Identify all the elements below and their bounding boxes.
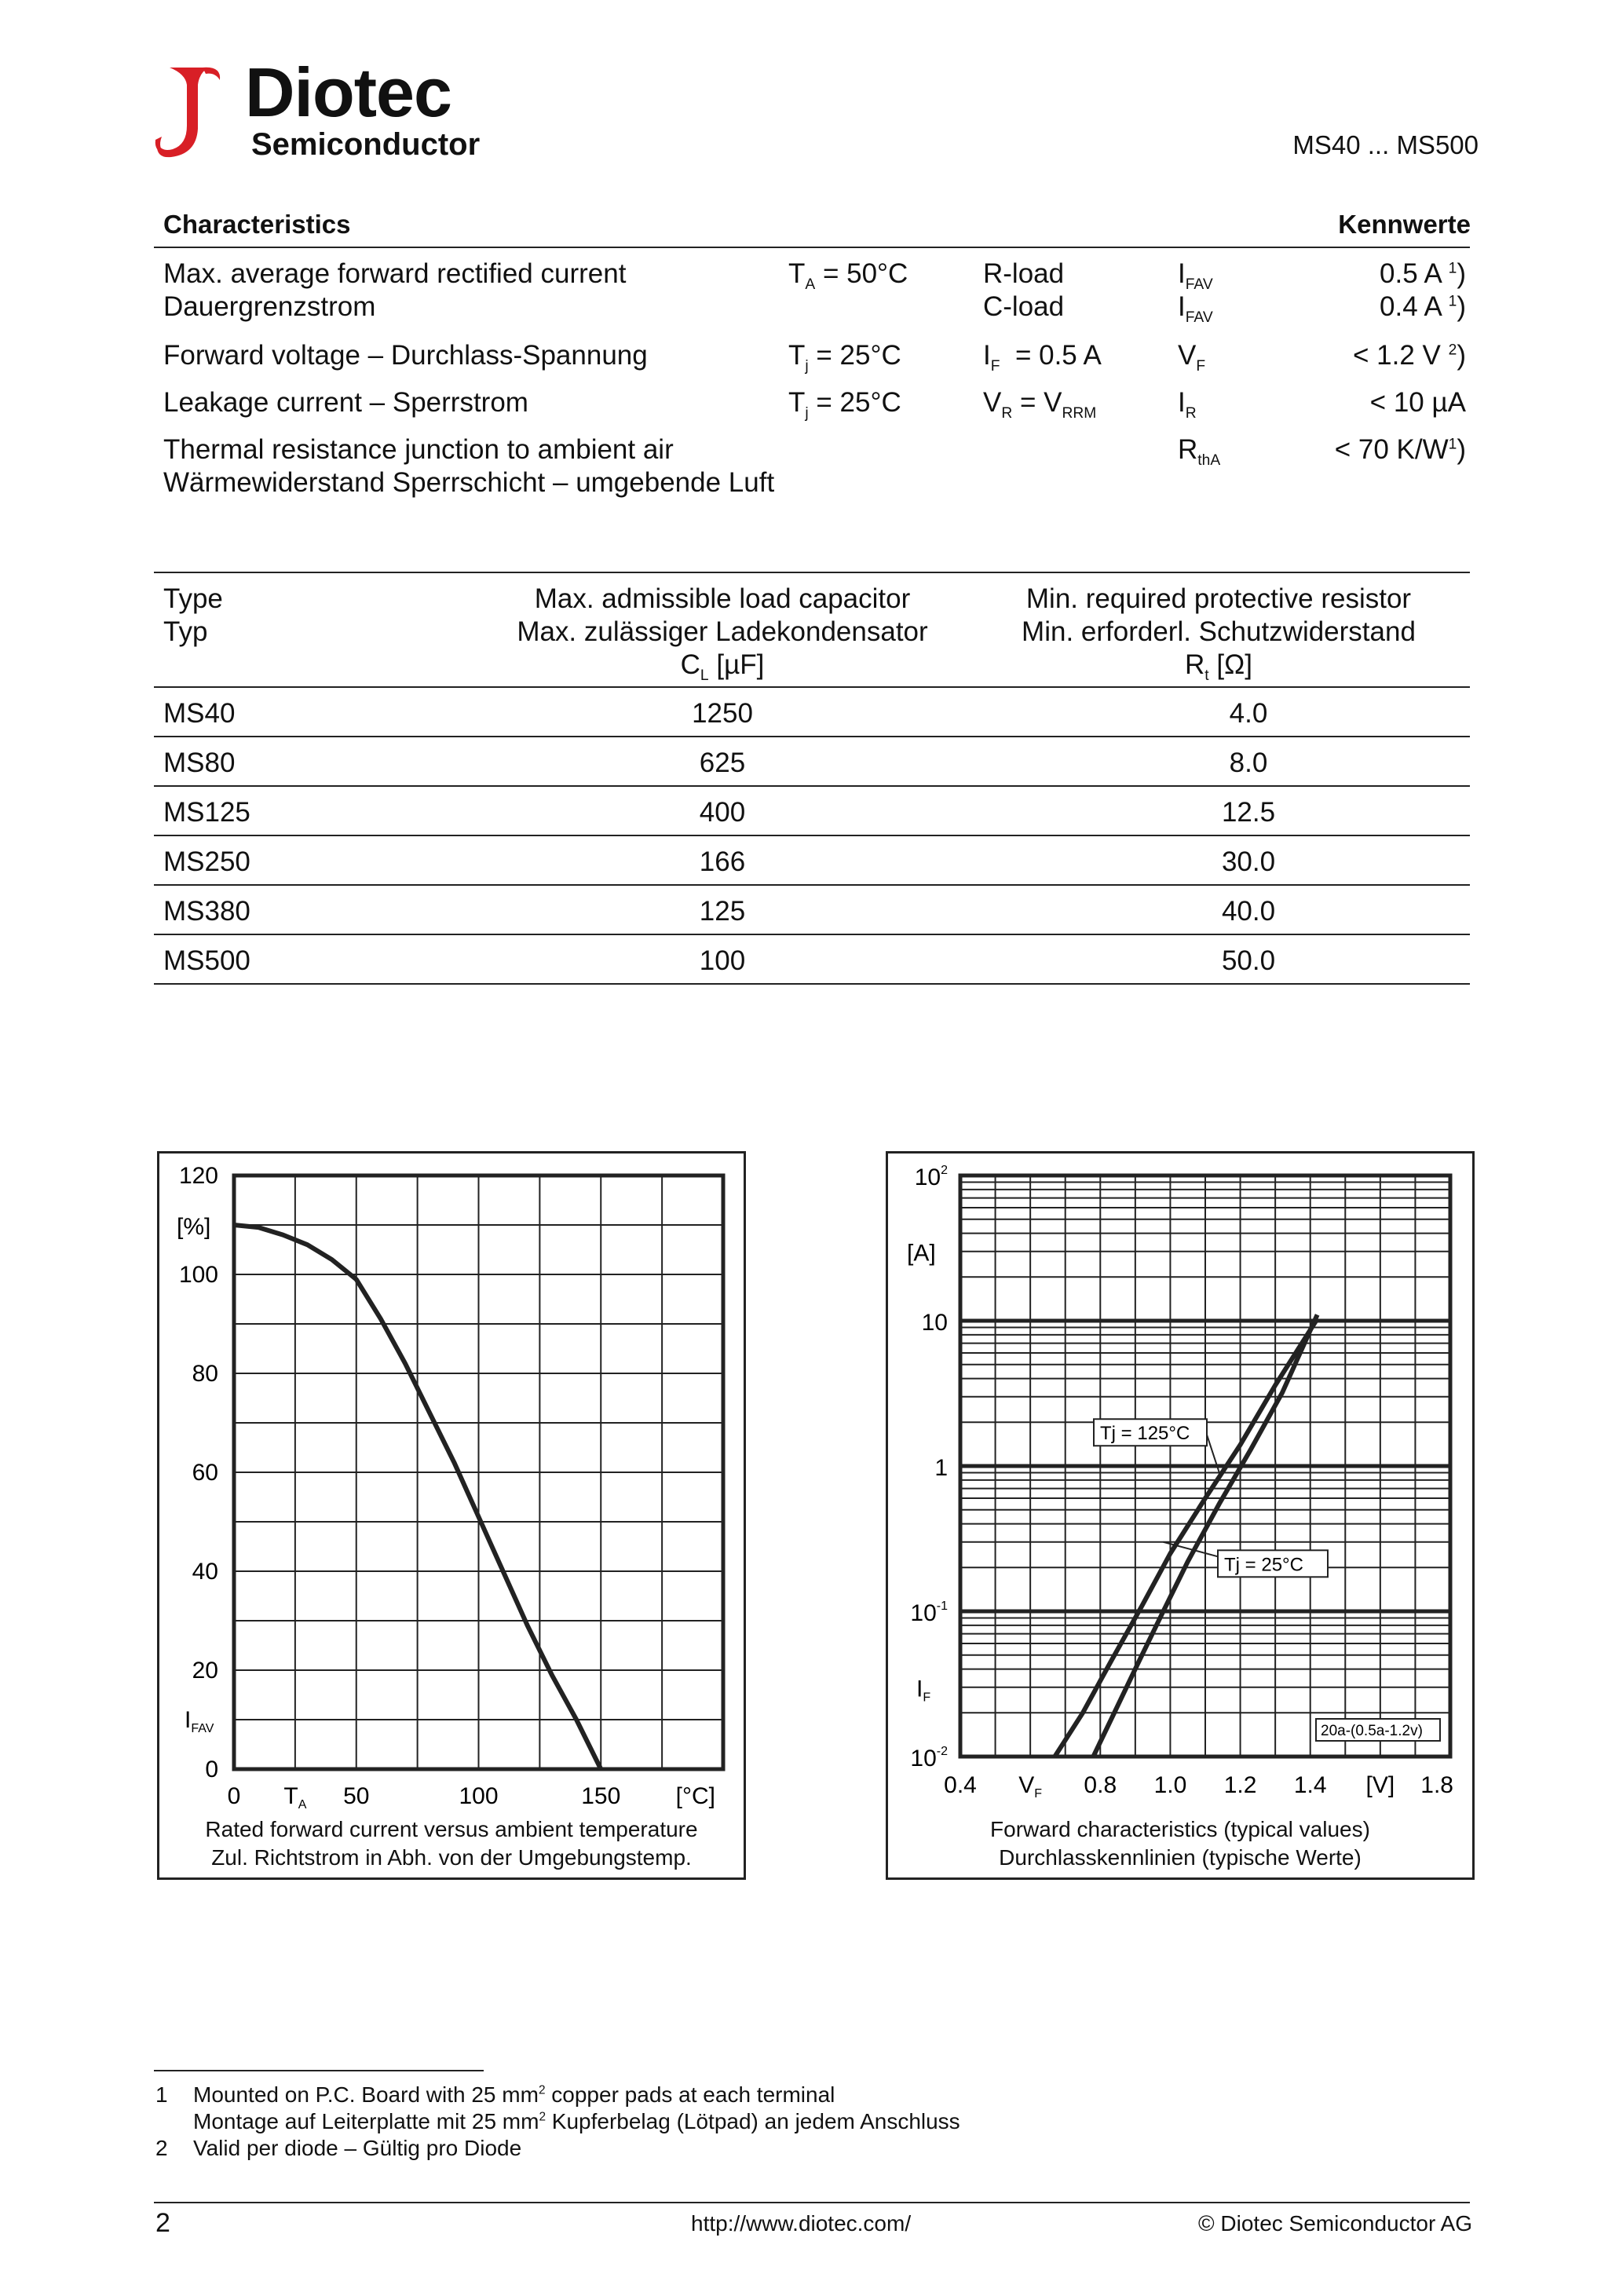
page-number: 2 [155, 2208, 170, 2238]
type-cell: MS80 [163, 748, 236, 778]
cap-cell: 1250 [692, 698, 753, 729]
note-text: 20a-(0.5a-1.2v) [1321, 1723, 1423, 1739]
x-tick-label: 0.4 [944, 1772, 977, 1798]
char-label: Leakage current – Sperrstrom [163, 387, 528, 418]
y-tick-label: 80 [192, 1361, 218, 1387]
res-cell: 12.5 [1221, 797, 1276, 828]
res-cell: 50.0 [1221, 945, 1276, 976]
char-symbol: $I_{FAV}$ [1178, 258, 1213, 293]
table-row-divider [154, 884, 1470, 886]
y-tick-label: 60 [192, 1460, 218, 1486]
x-tick-label: 1.4 [1293, 1772, 1327, 1798]
divider [154, 247, 1470, 248]
x-tick-label: 150 [581, 1783, 621, 1809]
char-value: < 1.2 V $^2$) [1353, 340, 1466, 371]
type-cell: MS380 [163, 896, 250, 927]
x-tick-label: 100 [459, 1783, 499, 1809]
x-tick-label: 1.8 [1420, 1772, 1453, 1798]
x-tick-label: 1.0 [1153, 1772, 1187, 1798]
char-condition: $T_j = 25^\circ C$ [788, 387, 901, 422]
char-label: Thermal resistance junction to ambient air [163, 434, 674, 465]
res-header-unit: $R_t$ [Ω] [1185, 649, 1252, 684]
y-unit-label: [%] [177, 1214, 211, 1240]
forward-curve-125c [1055, 1319, 1317, 1757]
cap-header-unit: $C_L$ [µF] [680, 649, 765, 684]
chart-caption: Zul. Richtstrom in Abh. von der Umgebungstemp. [211, 1845, 692, 1870]
y-tick-label: 0 [205, 1757, 218, 1782]
char-condition: $T_A = 50^\circ C$ [788, 258, 908, 293]
footer-url[interactable]: http://www.diotec.com/ [691, 2211, 912, 2236]
x-tick-label: 1.2 [1223, 1772, 1257, 1798]
char-condition: $I_F = 0.5$ A [983, 340, 1102, 375]
footer-copyright: © Diotec Semiconductor AG [1197, 2211, 1472, 2236]
footnote-num: 1 [155, 2082, 168, 2107]
type-cell: MS250 [163, 846, 250, 877]
table-row-divider [154, 736, 1470, 737]
res-header: Min. required protective resistor [1025, 583, 1412, 614]
divider [154, 686, 1470, 688]
x-axis-label: $T_A$ [283, 1783, 307, 1812]
char-condition: R-load [983, 258, 1065, 289]
x-unit-label: [°C] [675, 1783, 715, 1809]
x-tick-label: 0.8 [1084, 1772, 1117, 1798]
table-row-divider [154, 934, 1470, 935]
chart-frame-forward [886, 1151, 1475, 1880]
footnote-num: 2 [155, 2136, 168, 2160]
char-condition: $T_j = 25^\circ C$ [788, 340, 901, 375]
x-tick-label: 50 [343, 1783, 370, 1809]
y-unit-label: [A] [907, 1240, 936, 1267]
res-cell: 30.0 [1221, 846, 1276, 877]
cap-cell: 125 [699, 896, 746, 927]
table-row-divider [154, 785, 1470, 787]
footnote-text: Valid per diode – Gültig pro Diode [193, 2136, 522, 2160]
footnote-text: Mounted on P.C. Board with 25 $mm^2$ copper pads at each terminal [193, 2082, 835, 2107]
diotec-logo-icon [154, 61, 225, 162]
brand-logo [154, 61, 225, 162]
y-tick-label: 1 [934, 1455, 948, 1481]
brand-subtitle: Semiconductor [251, 127, 481, 162]
cap-cell: 625 [699, 748, 746, 778]
part-range: MS40 ... MS500 [1292, 130, 1479, 159]
type-cell: MS500 [163, 945, 250, 976]
type-header: Type [163, 583, 223, 614]
x-axis-label: $V_F$ [1018, 1772, 1043, 1801]
cap-cell: 166 [699, 846, 746, 877]
char-label: Wärmewiderstand Sperrschicht – umgebende Luft [163, 467, 775, 498]
footnote-divider [154, 2070, 484, 2071]
type-cell: MS125 [163, 797, 250, 828]
cap-header: Max. admissible load capacitor [534, 583, 911, 614]
characteristics-title-en: Characteristics [163, 210, 351, 239]
char-symbol: $I_{FAV}$ [1178, 291, 1213, 326]
chart-derating [159, 1153, 744, 1877]
chart-caption: Rated forward current versus ambient temperature [205, 1817, 698, 1841]
y-tick-label: 100 [178, 1262, 218, 1288]
res-cell: 4.0 [1229, 698, 1268, 729]
y-axis-label: $I_{FAV}$ [185, 1707, 214, 1735]
char-value: < 70 $K/W^1$) [1334, 434, 1466, 465]
series-label: Tj = 125°C [1100, 1423, 1190, 1445]
char-symbol: $R_{thA}$ [1178, 434, 1221, 469]
x-tick-label: 0 [227, 1783, 241, 1809]
cap-cell: 100 [699, 945, 746, 976]
y-tick-label: $10^{-2}$ [910, 1745, 948, 1771]
cap-cell: 400 [699, 797, 746, 828]
chart-caption: Forward characteristics (typical values) [990, 1817, 1370, 1841]
x-unit-label: [V] [1365, 1772, 1395, 1798]
char-value: 0.4 A $^1$) [1380, 291, 1466, 322]
footnote-text: Montage auf Leiterplatte mit 25 $mm^2$ Kupferbelag (Lötpad) an jedem Anschluss [193, 2109, 960, 2133]
res-header: Min. erforderl. Schutzwiderstand [1022, 616, 1416, 647]
brand-name: Diotec [245, 53, 451, 131]
type-header: Typ [163, 616, 208, 647]
char-condition: $V_R = V_{RRM}$ [983, 387, 1097, 422]
y-tick-label: 20 [192, 1658, 218, 1684]
res-cell: 40.0 [1221, 896, 1276, 927]
chart-forward [888, 1153, 1472, 1877]
y-tick-label: $10^{-1}$ [910, 1600, 948, 1626]
y-tick-label: 10 [921, 1310, 948, 1336]
chart-frame-derating [157, 1151, 746, 1880]
footer-divider [154, 2202, 1470, 2203]
table-row-divider [154, 983, 1470, 985]
series-label: Tj = 25°C [1224, 1554, 1303, 1576]
char-symbol: $V_F$ [1178, 340, 1206, 375]
char-label: Max. average forward rectified current [163, 258, 627, 289]
table-row-divider [154, 835, 1470, 836]
res-cell: 8.0 [1229, 748, 1268, 778]
char-condition: C-load [983, 291, 1065, 322]
chart-caption: Durchlasskennlinien (typische Werte) [999, 1845, 1362, 1870]
y-tick-label: $10^2$ [914, 1164, 948, 1190]
y-tick-label: 120 [178, 1163, 218, 1189]
y-tick-label: 40 [192, 1559, 218, 1585]
y-axis-label: $I_F$ [916, 1676, 931, 1705]
type-cell: MS40 [163, 698, 236, 729]
char-value: < 10 µA [1369, 387, 1466, 418]
cap-header: Max. zulässiger Ladekondensator [517, 616, 928, 647]
divider [154, 572, 1470, 573]
char-label: Forward voltage – Durchlass-Spannung [163, 340, 648, 371]
char-label: Dauergrenzstrom [163, 291, 376, 322]
char-symbol: $I_R$ [1178, 387, 1197, 422]
char-value: 0.5 A $^1$) [1380, 258, 1466, 289]
characteristics-title-de: Kennwerte [1338, 210, 1471, 239]
